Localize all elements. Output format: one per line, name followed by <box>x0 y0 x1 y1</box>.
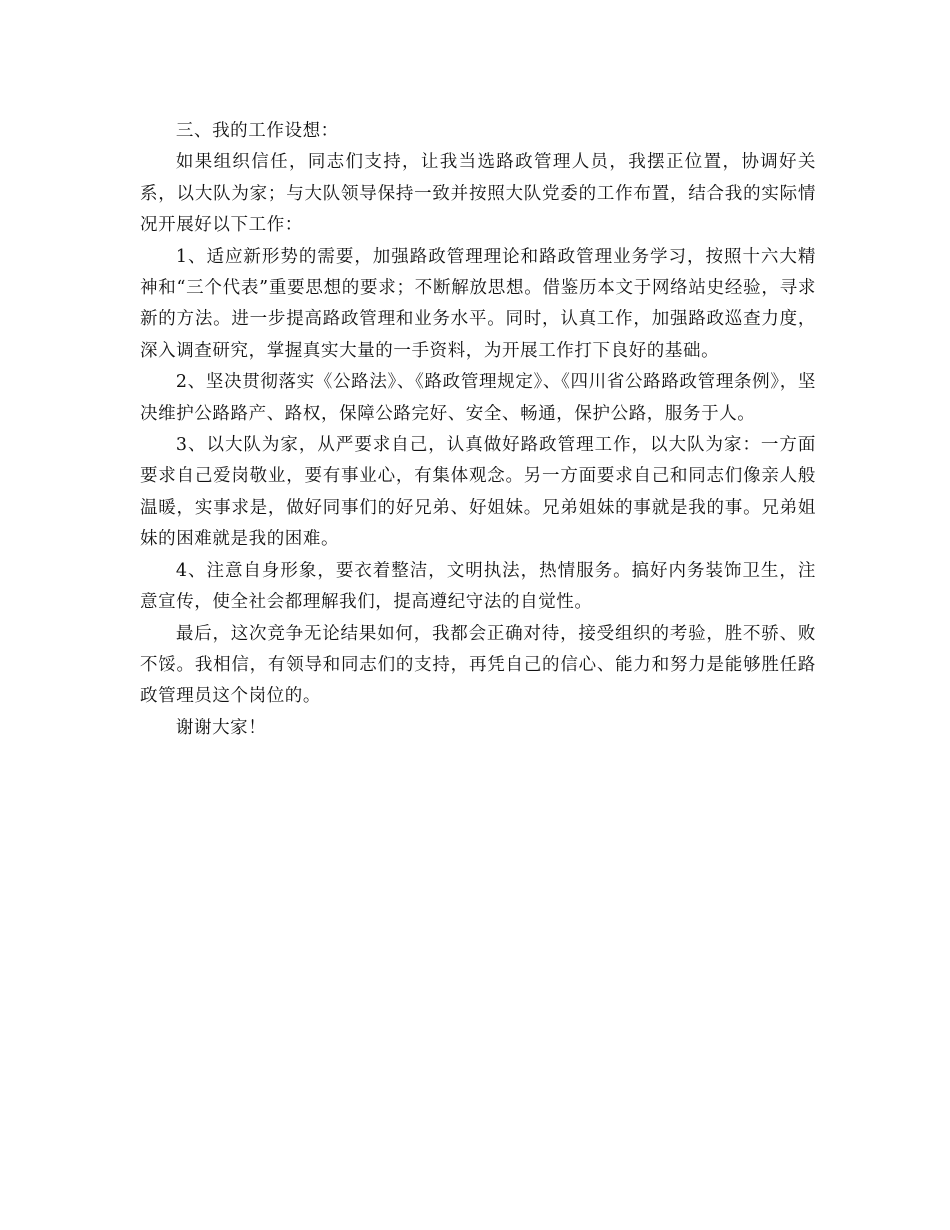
paragraph-intro: 如果组织信任，同志们支持，让我当选路政管理人员，我摆正位置，协调好关系，以大队为家；与大队领导保持一致并按照大队党委的工作布置，结合我的实际情况开展好以下工作： <box>140 152 816 236</box>
closing-thanks: 谢谢大家！ <box>175 717 267 738</box>
paragraph-item-3: 3、以大队为家，从严要求自己，认真做好路政管理工作，以大队为家：一方面要求自己爱岗敬业，要有事业心，有集体观念。另一方面要求自己和同志们像亲人般温暖，实事求是，做好同事们的好兄弟、好姐妹。兄弟姐妹的事就是我的事。兄弟姐妹的困难就是我的困难。 <box>140 435 816 550</box>
paragraph-item-4: 4、注意自身形象，要衣着整洁，文明执法，热情服务。搞好内务装饰卫生，注意宣传，使全社会都理解我们，提高遵纪守法的自觉性。 <box>140 560 816 613</box>
paragraph-item-2: 2、坚决贯彻落实《公路法》、《路政管理规定》、《四川省公路路政管理条例》，坚决维护公路路产、路权，保障公路完好、安全、畅通，保护公路，服务于人。 <box>140 372 816 424</box>
section-heading: 三、我的工作设想： <box>175 121 339 141</box>
paragraph-item-1: 1、适应新形势的需要，加强路政管理理论和路政管理业务学习，按照十六大精神和“三个代表”重要思想的要求；不断解放思想。借鉴历本文于网络站史经验，寻求新的方法。进一步提高路政管理和业务水平。同时，认真工作，加强路政巡查力度，深入调查研究，掌握真实大量的一手资料，为开展工作打下良好的基础。 <box>140 246 816 361</box>
document-body <box>140 116 816 744</box>
paragraph-conclusion: 最后，这次竞争无论结果如何，我都会正确对待，接受组织的考验，胜不骄、败不馁。我相信，有领导和同志们的支持，再凭自己的信心、能力和努力是能够胜任路政管理员这个岗位的。 <box>140 623 816 707</box>
